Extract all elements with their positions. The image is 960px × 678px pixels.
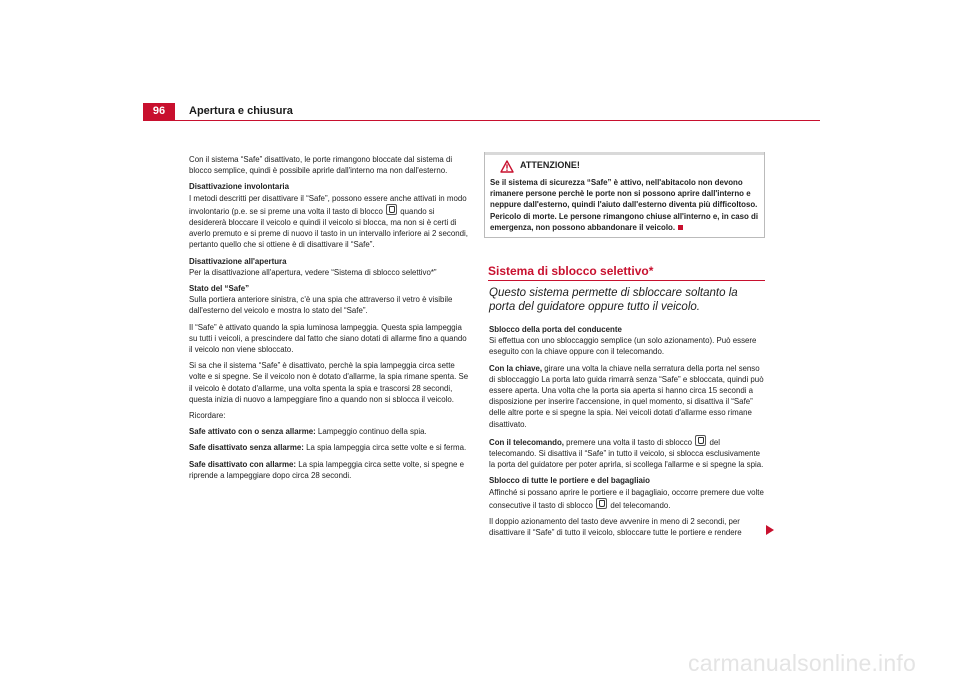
continue-arrow-icon — [766, 525, 774, 535]
remember-item: Safe disattivato con allarme: La spia lampeggia circa sette volte, si spegne e riprende a lampeggiare dopo circa 28 secondi. — [189, 459, 464, 480]
unlock-key-icon — [596, 498, 607, 509]
warning-triangle-icon — [500, 160, 514, 173]
page-header — [143, 103, 820, 121]
unlock-key-icon — [695, 435, 706, 446]
lock-key-icon — [386, 204, 397, 215]
warning-header — [490, 155, 760, 177]
subheading: Stato del “Safe” — [189, 284, 250, 294]
paragraph: Per la disattivazione all'apertura, vedere “Sistema di sblocco selettivo*” — [189, 267, 437, 277]
section-subtitle: Questo sistema permette di sbloccare soltanto la porta del guidatore oppure tutto il veicolo. — [489, 287, 738, 314]
left-column — [189, 154, 470, 486]
paragraph: Affinché si possano aprire le portiere e il bagagliaio, occorre premere due volte consecutive il tasto di sblocco del telecomando. — [489, 487, 764, 510]
end-mark-icon — [678, 225, 683, 230]
warning-box — [484, 152, 765, 238]
paragraph: Con il sistema “Safe” disattivato, le porte rimangono bloccate dal sistema di blocco semplice, quindi è possibile aprirle dall'interno ma non dall'esterno. — [189, 155, 453, 176]
paragraph: Si sa che il sistema “Safe” è disattivato, perchè la spia lampeggia circa sette volte e si spegne. Se il veicolo non è dotato d'allarme, la spia rimane spenta. Se il veicolo è dotato d'allarme, una volta spenta la spia e trascorsi 28 secondi, questa inizia di nuovo a lampeggiare fino a quando non si sblocca il veicolo. — [189, 361, 469, 404]
paragraph: Si effettua con uno sbloccaggio semplice (un solo azionamento). Può essere eseguito con la chiave oppure con il telecomando. — [489, 336, 757, 357]
page-number: 96 — [143, 103, 175, 120]
paragraph: I metodi descritti per disattivare il “Safe”, possono essere anche attivati in modo involontario (p.e. se si preme una volta il tasto di blocco quando si desidererà bloccare il veicolo e quindi il veicolo si blocca, ma non si è certi di averlo premuto e si preme di nuovo il tasto in un intervallo inferiore ai 2 secondi, pertanto quello che si ottiene è di disattivare il “Safe”. — [189, 193, 468, 250]
paragraph: Sulla portiera anteriore sinistra, c'è una spia che attraverso il vetro è visibile dall'esterno del veicolo e mostra lo stato del “Safe”. — [189, 295, 453, 316]
subheading: Disattivazione involontaria — [189, 182, 289, 192]
watermark: carmanualsonline.info — [688, 650, 916, 676]
subheading: Sblocco della porta del conducente — [489, 325, 622, 335]
paragraph: Il doppio azionamento del tasto deve avvenire in meno di 2 secondi, per disattivare il “Safe” di tutto il veicolo, sbloccare tutte le portiere e rendere — [489, 517, 742, 538]
remember-item: Safe disattivato senza allarme: La spia lampeggia circa sette volte e si ferma. — [189, 443, 467, 453]
section-title: Sistema di sblocco selettivo* — [488, 264, 765, 281]
chapter-title: Apertura e chiusura — [189, 105, 293, 117]
subheading: Disattivazione all'apertura — [189, 256, 287, 266]
remember-item: Safe attivato con o senza allarme: Lampeggio continuo della spia. — [189, 427, 427, 437]
warning-title: ATTENZIONE! — [520, 160, 580, 171]
right-column — [489, 152, 765, 543]
paragraph: Con la chiave, girare una volta la chiave nella serratura della porta nel senso di sbloccaggio La porta lato guida rimarrà senza “Safe” e sbloccata, quindi può essere aperta. Una volta che la porta sia aperta si hanno circa 15 secondi a disposizione per inserire l'accensione, in quel momento, si disattiva il “Safe” delle altre porte e si spegne la spia. Nei veicoli dotati d'allarme esso rimane disattivato. — [489, 363, 764, 429]
paragraph: Il “Safe” è attivato quando la spia luminosa lampeggia. Questa spia lampeggia su tutti i veicoli, a prescindere dal fatto che siano dotati di allarme fino a quando il veicolo non viene sbloccato. — [189, 322, 467, 355]
paragraph: Ricordare: — [189, 411, 226, 421]
warning-text: Se il sistema di sicurezza “Safe” è attivo, nell'abitacolo non devono rimanere persone perchè le porte non si possono aprire dall'interno e neppure dall'esterno, quindi l'aiuto dall'esterno diventa più difficoltoso. Pericolo di morte. Le persone rimangono chiuse all'interno e, in caso di emergenza, non possono abbandonare il veicolo. — [490, 178, 759, 232]
subheading: Sblocco di tutte le portiere e del bagagliaio — [489, 476, 650, 486]
paragraph: Con il telecomando, premere una volta il tasto di sblocco del telecomando. Si disattiva il “Safe” in tutto il veicolo, si sblocca esclusivamente la porta del guidatore per poter aprirla, si scollega l'allarme e si spegne la spia. — [489, 435, 765, 471]
